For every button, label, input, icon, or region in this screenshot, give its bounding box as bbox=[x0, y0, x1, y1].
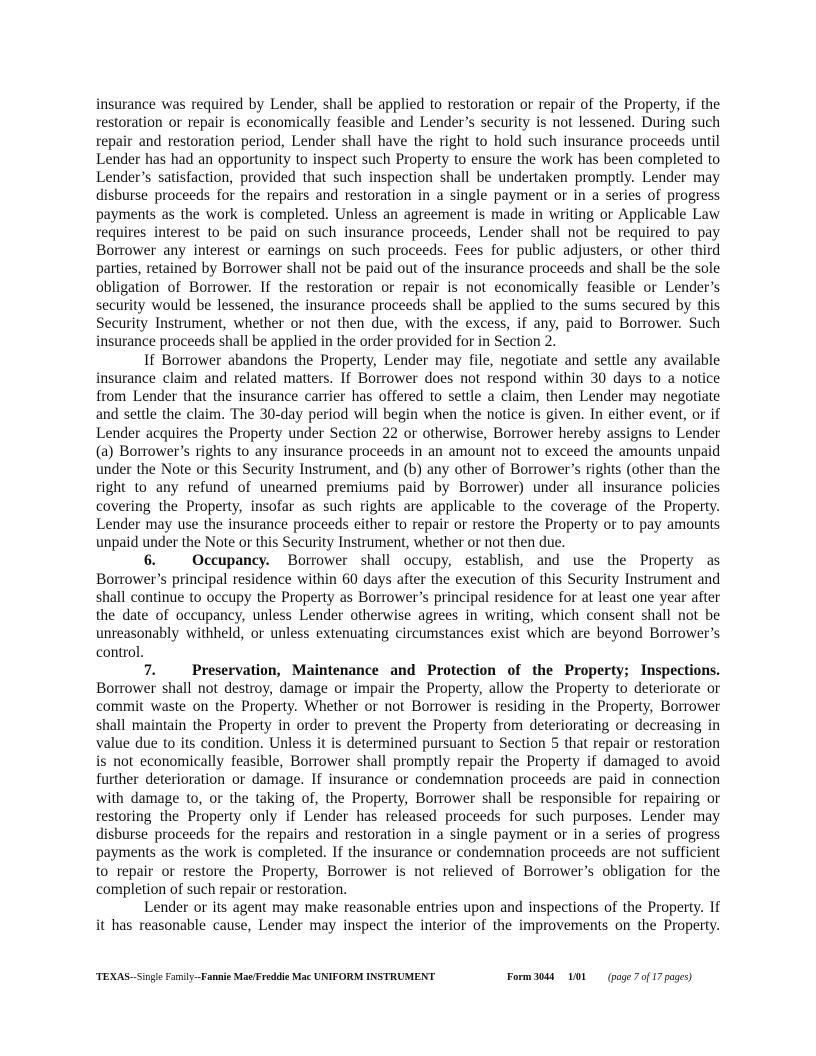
text-line: restoration or repair is economically feasible and Lender’s security is not lessened. During such bbox=[96, 114, 720, 132]
section-6-title: Occupancy. bbox=[192, 552, 270, 570]
text-line: restoring the Property only if Lender has released proceeds for such purposes. Lender may bbox=[96, 807, 720, 825]
text-line: Lender has had an opportunity to inspect such Property to ensure the work has been completed to bbox=[96, 150, 720, 168]
text-line: unpaid under the Note or this Security Instrument, whether or not then due. bbox=[96, 534, 566, 551]
text-line: Borrower shall not destroy, damage or impair the Property, allow the Property to deteriorate or bbox=[96, 680, 720, 697]
footer-instrument-label bbox=[96, 970, 435, 986]
text-line: completion of such repair or restoration. bbox=[96, 880, 348, 898]
footer-instrument: Fannie Mae/Freddie Mac UNIFORM INSTRUMENT bbox=[201, 972, 436, 983]
text-line: Borrower’s principal residence within 60 days after the execution of this Security Instrument and bbox=[96, 570, 720, 588]
text-line: payments as the work is completed. If the insurance or condemnation proceeds are not sufficient bbox=[96, 844, 720, 862]
page-footer bbox=[96, 970, 720, 986]
footer-state: TEXAS bbox=[96, 972, 130, 983]
document-body bbox=[96, 96, 720, 936]
footer-family: Single Family bbox=[136, 972, 195, 983]
text-line: Lender may use the insurance proceeds either to repair or restore the Property or to pay amounts bbox=[96, 515, 720, 533]
footer-form-number: Form 3044 bbox=[507, 972, 555, 983]
text-line: from Lender that the insurance carrier has offered to settle a claim, then Lender may negotiate bbox=[96, 388, 720, 405]
text-line: Borrower any interest or earnings on such proceeds. Fees for public adjusters, or other third bbox=[96, 242, 720, 259]
section-6-number: 6. bbox=[144, 552, 156, 570]
text-line: value due to its condition. Unless it is determined pursuant to Section 5 that repair or restoration bbox=[96, 734, 720, 752]
text-line: (a) Borrower’s rights to any insurance proceeds in an amount not to exceed the amounts unpaid bbox=[96, 442, 720, 460]
text-line: repair and restoration period, Lender shall have the right to hold such insurance proceeds until bbox=[96, 132, 720, 150]
section-7-title: Preservation, Maintenance and Protection of the Property; Inspections. bbox=[192, 661, 720, 679]
text-line: Security Instrument, whether or not then due, with the excess, if any, paid to Borrower. Such bbox=[96, 315, 720, 332]
text-line: further deterioration or damage. If insurance or condemnation proceeds are paid in connection bbox=[96, 771, 720, 789]
text-line: obligation of Borrower. If the restoration or repair is not economically feasible or Lender’s bbox=[96, 278, 720, 296]
text-line: insurance proceeds shall be applied in the order provided for in Section 2. bbox=[96, 333, 557, 351]
text-line: security would be lessened, the insurance proceeds shall be applied to the sums secured by this bbox=[96, 296, 720, 314]
text-line: it has reasonable cause, Lender may inspect the interior of the improvements on the Property. bbox=[96, 917, 720, 935]
footer-page-info: (page 7 of 17 pages) bbox=[608, 972, 692, 983]
text-line: to repair or restore the Property, Borrower is not relieved of Borrower’s obligation for the bbox=[96, 862, 720, 880]
text-line: payments as the work is completed. Unless an agreement is made in writing or Applicable Law bbox=[96, 205, 720, 223]
footer-sep: -- bbox=[194, 972, 202, 983]
text-line: Lender acquires the Property under Section 22 or otherwise, Borrower hereby assigns to Lender bbox=[96, 424, 720, 442]
text-line: Lender’s satisfaction, provided that such inspection shall be undertaken promptly. Lender may bbox=[96, 169, 720, 186]
text-line: shall continue to occupy the Property as Borrower’s principal residence for at least one year after bbox=[96, 588, 720, 606]
text-line: and settle the claim. The 30-day period will begin when the notice is given. In either event, or if bbox=[96, 406, 720, 424]
text-line: parties, retained by Borrower shall not be paid out of the insurance proceeds and shall be the sole bbox=[96, 260, 720, 278]
text-line: requires interest to be paid on such insurance proceeds, Lender shall not be required to pay bbox=[96, 223, 720, 241]
text-line: insurance claim and related matters. If Borrower does not respond within 30 days to a notice bbox=[96, 369, 720, 387]
text-line: disburse proceeds for the repairs and restoration in a single payment or in a series of progress bbox=[96, 826, 720, 843]
text-line: with damage to, or the taking of, the Property, Borrower shall be responsible for repairing or bbox=[96, 789, 720, 807]
text-line: insurance was required by Lender, shall be applied to restoration or repair of the Property, if the bbox=[96, 96, 720, 113]
text-line: control. bbox=[96, 643, 145, 661]
text-line: the date of occupancy, unless Lender otherwise agrees in writing, which consent shall not be bbox=[96, 607, 720, 624]
text-line: covering the Property, insofar as such rights are applicable to the coverage of the Property. bbox=[96, 497, 720, 515]
text-line: Borrower shall occupy, establish, and use the Property as bbox=[287, 552, 720, 570]
footer-sep: -- bbox=[129, 972, 137, 983]
text-line: If Borrower abandons the Property, Lender may file, negotiate and settle any available bbox=[144, 351, 720, 369]
text-line: under the Note or this Security Instrument, and (b) any other of Borrower’s rights (other than the bbox=[96, 461, 720, 478]
section-6-heading-line bbox=[96, 552, 720, 570]
text-line: unreasonably withheld, or unless extenuating circumstances exist which are beyond Borrower’s bbox=[96, 625, 720, 643]
section-7-number: 7. bbox=[144, 661, 156, 679]
section-7-heading-line bbox=[96, 662, 720, 680]
text-line: commit waste on the Property. Whether or not Borrower is residing in the Property, Borrower bbox=[96, 698, 720, 716]
text-line: disburse proceeds for the repairs and restoration in a single payment or in a series of progress bbox=[96, 187, 720, 205]
text-line: right to any refund of unearned premiums paid by Borrower) under all insurance policies bbox=[96, 479, 720, 497]
text-line: Lender or its agent may make reasonable entries upon and inspections of the Property. If bbox=[144, 899, 720, 916]
text-line: shall maintain the Property in order to prevent the Property from deteriorating or decreasing in bbox=[96, 716, 720, 734]
footer-revision: 1/01 bbox=[568, 972, 587, 983]
text-line: is not economically feasible, Borrower shall promptly repair the Property if damaged to avoid bbox=[96, 753, 720, 770]
